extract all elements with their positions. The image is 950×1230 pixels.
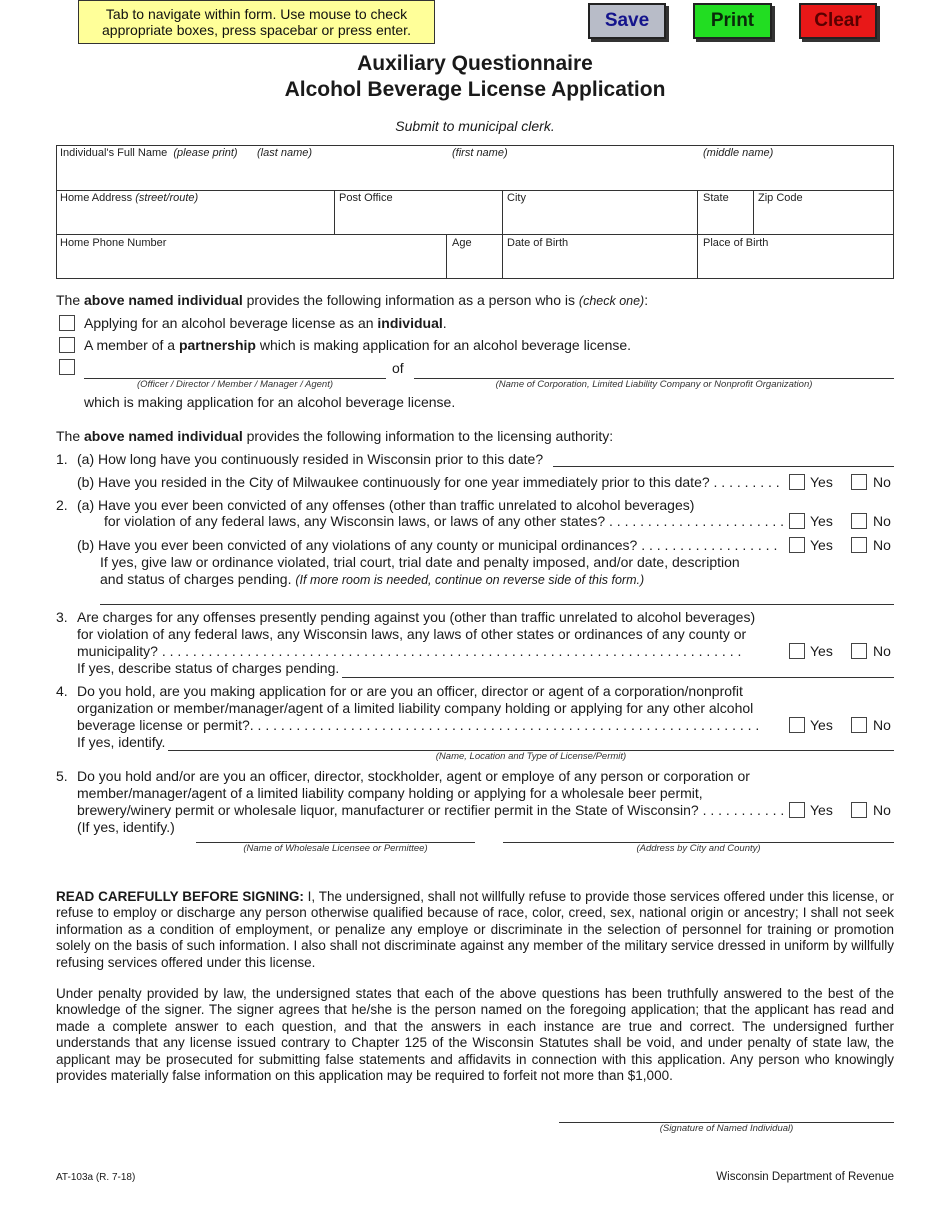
q1-number: 1. <box>56 451 68 467</box>
print-button-label: Print <box>710 10 755 31</box>
q4-yes-checkbox[interactable] <box>789 717 805 733</box>
q3-yes-checkbox[interactable] <box>789 643 805 659</box>
q1b-no-checkbox[interactable] <box>851 474 867 490</box>
save-button[interactable] <box>588 3 666 39</box>
q5-text-line4: (If yes, identify.) <box>77 819 175 835</box>
q4-no-checkbox[interactable] <box>851 717 867 733</box>
age-label: Age <box>452 237 472 249</box>
officer-checkbox[interactable] <box>59 359 75 375</box>
q5-no-checkbox[interactable] <box>851 802 867 818</box>
q3-no-label: No <box>873 643 891 659</box>
clear-button-label: Clear <box>814 10 862 31</box>
questions-intro: The above named individual provides the following information to the licensing authority: <box>56 428 614 444</box>
form-subtitle-title: Alcohol Beverage License Application <box>284 78 666 101</box>
instructions-box <box>78 0 435 44</box>
individual-checkbox[interactable] <box>59 315 75 331</box>
q1a-text: (a) How long have you continuously resided in Wisconsin prior to this date? <box>77 451 544 467</box>
q4-text-line3: beverage license or permit?. . . . . . . . . . . . . . . . . . . . . . . . . . . . . . . . . . . . . . . . . . . . . . . . . . . . . . . . . . . . . . . . . . <box>77 717 760 733</box>
q5-yes-checkbox[interactable] <box>789 802 805 818</box>
city-label: City <box>507 192 526 204</box>
q2b-yes-checkbox[interactable] <box>789 537 805 553</box>
partnership-checkbox[interactable] <box>59 337 75 353</box>
q4-text-line1: Do you hold, are you making application for or are you an officer, director or agent of a corporation/nonprofit <box>77 683 743 699</box>
q3-text-line2: for violation of any federal laws, any Wisconsin laws, any laws of other states or ordinances of any county or <box>77 626 747 642</box>
full-name-label: Individual's Full Name (please print) <box>60 147 238 159</box>
q2b-text-line1: (b) Have you ever been convicted of any violations of any county or municipal ordinances? . . . . . . . . . . . . . . . . . . <box>77 537 778 553</box>
middle-name-label: (middle name) <box>703 147 774 159</box>
q2a-text-line2: for violation of any federal laws, any Wisconsin laws, or laws of any other states? . . . . . . . . . . . . . . . . . . . . . . . <box>104 513 785 529</box>
option-individual-label: Applying for an alcohol beverage license as an individual. <box>84 315 447 331</box>
instructions-text: Tab to navigate within form. Use mouse to check appropriate boxes, press spacebar or press enter. <box>102 6 411 38</box>
date-of-birth-label: Date of Birth <box>507 237 569 249</box>
place-of-birth-label: Place of Birth <box>703 237 769 249</box>
last-name-label: (last name) <box>257 147 313 159</box>
q2b-yes-label: Yes <box>810 537 833 553</box>
q5-text-line3: brewery/winery permit or wholesale liquor, manufacturer or rectifier permit in the State of Wisconsin? . . . . . . . . . . . <box>77 802 785 818</box>
q4-text-line2: organization or member/manager/agent of a limited liability company holding or applying for any other alcohol <box>77 700 754 716</box>
print-button[interactable] <box>693 3 772 39</box>
post-office-label: Post Office <box>339 192 393 204</box>
q5-text-line1: Do you hold and/or are you an officer, director, stockholder, agent or employe of any person or corporation or <box>77 768 750 784</box>
organization-name-caption: (Name of Corporation, Limited Liability Company or Nonprofit Organization) <box>495 379 813 390</box>
signature-caption: (Signature of Named Individual) <box>659 1123 794 1134</box>
q1b-yes-checkbox[interactable] <box>789 474 805 490</box>
q2b-no-label: No <box>873 537 891 553</box>
option-partnership-label: A member of a partnership which is making application for an alcohol beverage license. <box>84 337 632 353</box>
q2b-details-input[interactable] <box>100 604 894 605</box>
certification-paragraph: READ CAREFULLY BEFORE SIGNING: I, The undersigned, shall not willfully refuse to provide those services offered under this license, or refuse to employ or discharge any person otherwise qualified because of race, color, creed, sex, national origin or ancestry; I shall not seek information as a condition of employment, or penalize any employe or discriminate in the selection of personnel for training or promotion solely on the basis of such information. I also shall not discriminate against any member of the military service dressed in uniform by willfully refusing services offered under this license. <box>56 889 894 970</box>
home-phone-label: Home Phone Number <box>60 237 167 249</box>
submit-instruction: Submit to municipal clerk. <box>395 118 555 134</box>
q2a-yes-label: Yes <box>810 513 833 529</box>
q4-yes-label: Yes <box>810 717 833 733</box>
q5-caption-address: (Address by City and County) <box>636 843 761 854</box>
penalty-paragraph: Under penalty provided by law, the undersigned states that each of the above questions has been truthfully answered to the best of the knowledge of the signer. The signer agrees that he/she is the person named on the foregoing application; that the applicant has read and made a complete answer to each question, and that the answers in each instance are true and correct. The undersigned further understands that any license issued contrary to Chapter 125 of the Wisconsin Statutes shall be void, and under penalty of state law, the applicant may be prosecuted for submitting false statements and affidavits in connection with this application. Any person who knowingly provides materially false information on this application may be required to forfeit not more than $1,000. <box>56 986 894 1084</box>
q2a-yes-checkbox[interactable] <box>789 513 805 529</box>
q2b-no-checkbox[interactable] <box>851 537 867 553</box>
department-name: Wisconsin Department of Revenue <box>716 1171 894 1183</box>
form-id: AT-103a (R. 7-18) <box>56 1172 136 1183</box>
city-field[interactable] <box>503 191 697 234</box>
q2a-no-checkbox[interactable] <box>851 513 867 529</box>
q4-no-label: No <box>873 717 891 733</box>
clear-button[interactable] <box>799 3 877 39</box>
q3-number: 3. <box>56 609 68 625</box>
state-label: State <box>703 192 729 204</box>
option-officer-tail: which is making application for an alcohol beverage license. <box>84 394 456 410</box>
q4-text-line4: If yes, identify. <box>77 734 166 750</box>
first-name-label: (first name) <box>452 147 508 159</box>
q1b-yes-label: Yes <box>810 474 833 490</box>
q3-text-line1: Are charges for any offenses presently pending against you (other than traffic unrelated to alcohol beverages) <box>77 609 756 625</box>
q1b-text: (b) Have you resided in the City of Milwaukee continuously for one year immediately prior to this date? . . . . . . . . . <box>77 474 780 490</box>
q3-text-line4: If yes, describe status of charges pending. <box>77 660 340 676</box>
q3-pending-status-input[interactable] <box>342 677 894 678</box>
q4-number: 4. <box>56 683 68 699</box>
q5-number: 5. <box>56 768 68 784</box>
home-address-label: Home Address (street/route) <box>60 192 199 204</box>
form-title: Auxiliary Questionnaire <box>357 52 593 75</box>
q4-caption: (Name, Location and Type of License/Permit) <box>435 751 627 762</box>
q2a-text-line1: (a) Have you ever been convicted of any offenses (other than traffic unrelated to alcohol beverages) <box>77 497 695 513</box>
q3-yes-label: Yes <box>810 643 833 659</box>
q1a-residency-input[interactable] <box>553 466 894 467</box>
officer-title-caption: (Officer / Director / Member / Manager / Agent) <box>136 379 334 390</box>
q5-no-label: No <box>873 802 891 818</box>
q5-caption-name: (Name of Wholesale Licensee or Permittee) <box>243 843 428 854</box>
q2-number: 2. <box>56 497 68 513</box>
q2a-no-label: No <box>873 513 891 529</box>
zip-code-label: Zip Code <box>758 192 803 204</box>
q5-yes-label: Yes <box>810 802 833 818</box>
of-label: of <box>392 360 404 376</box>
q3-text-line3: municipality? . . . . . . . . . . . . . . . . . . . . . . . . . . . . . . . . . . . . . . . . . . . . . . . . . . . . . . . . . . . . . . . . . . . . . . . . . . . <box>77 643 742 659</box>
q2b-text-line3: and status of charges pending. (If more room is needed, continue on reverse side of this form.) <box>100 571 645 587</box>
status-intro: The above named individual provides the following information as a person who is (check one): <box>56 292 649 308</box>
q1b-no-label: No <box>873 474 891 490</box>
q5-text-line2: member/manager/agent of a limited liability company holding or applying for a wholesale beer permit, <box>77 785 703 801</box>
save-button-label: Save <box>604 10 650 31</box>
q2b-text-line2: If yes, give law or ordinance violated, trial court, trial date and penalty imposed, and/or date, description <box>100 554 740 570</box>
q3-no-checkbox[interactable] <box>851 643 867 659</box>
